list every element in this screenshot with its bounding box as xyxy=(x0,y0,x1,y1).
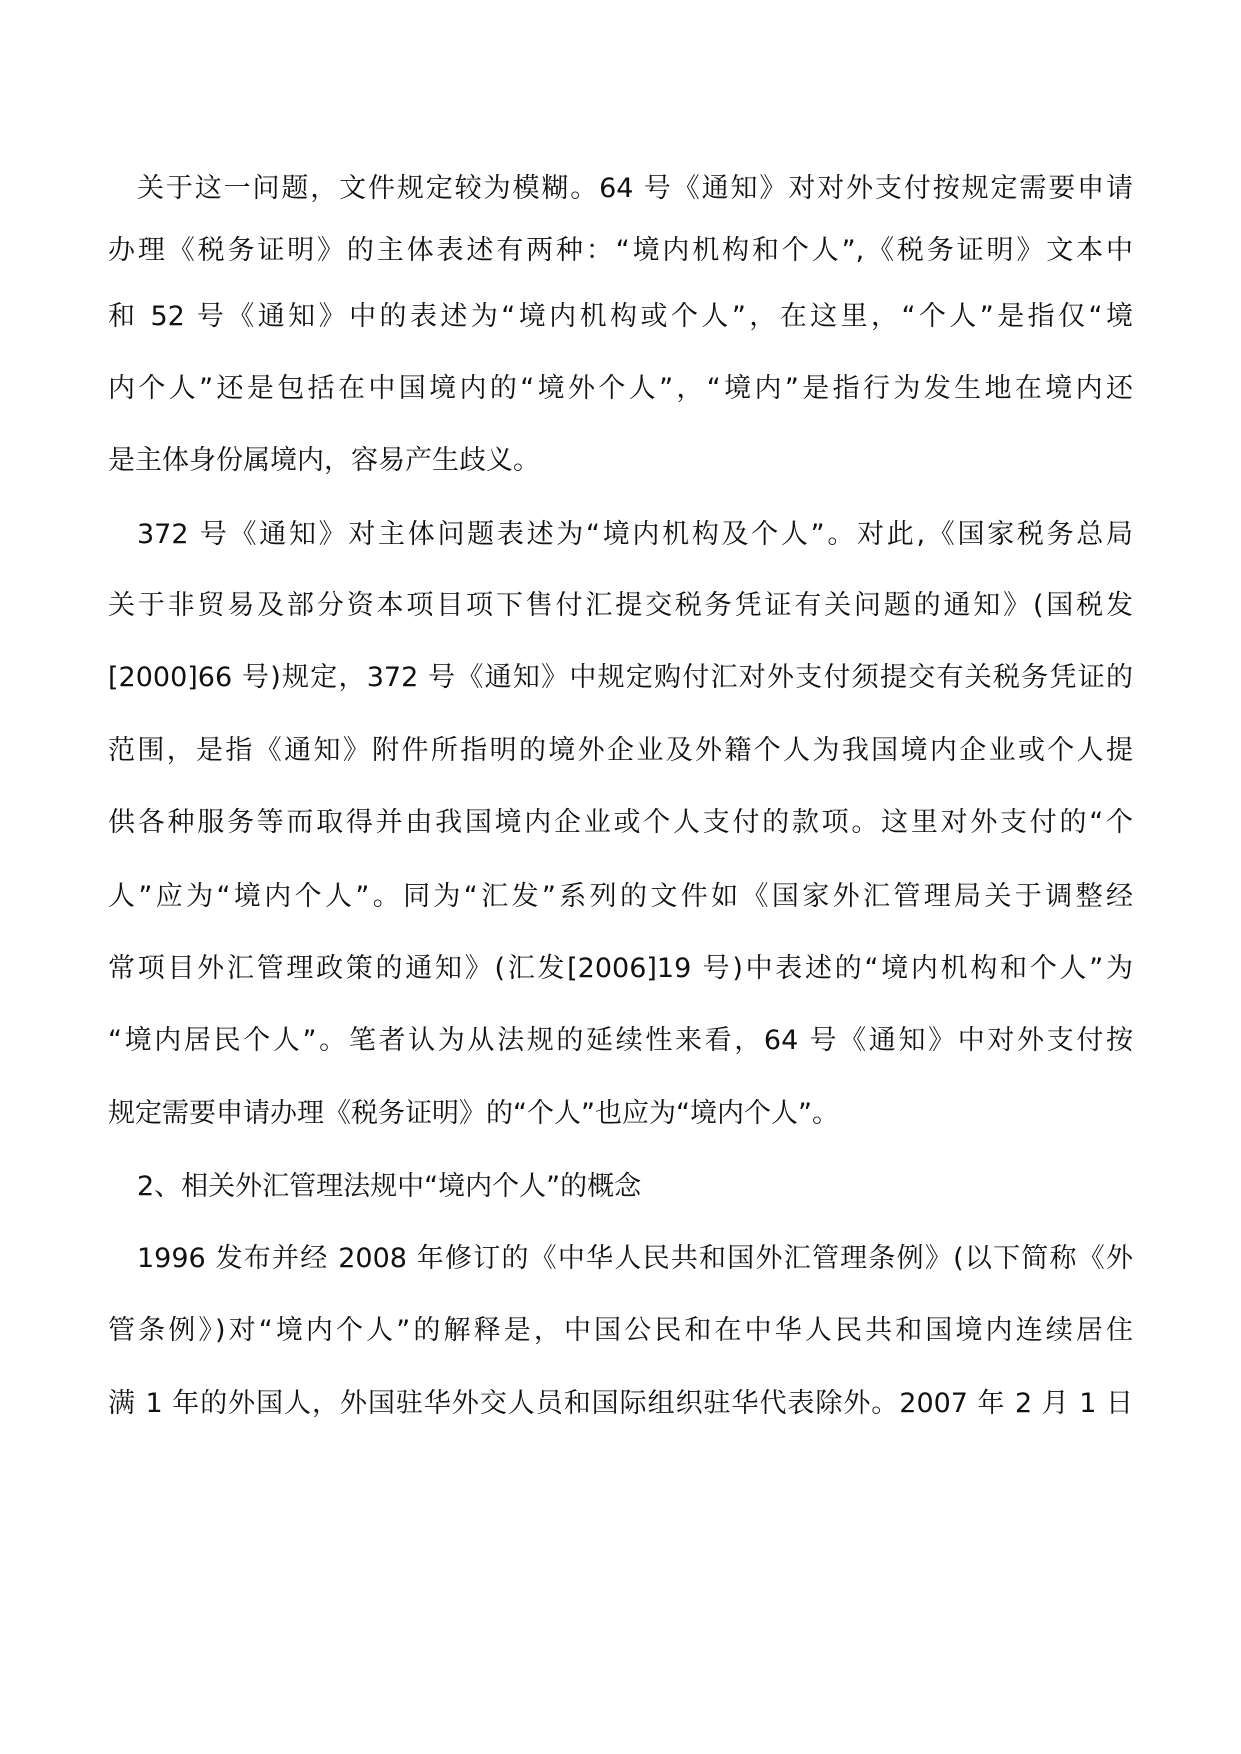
text-line: 常项目外汇管理政策的通知》(汇发[2006]19 号)中表述的“境内机构和个人”为 xyxy=(108,953,1133,984)
text-line: 人”应为“境内个人”。同为“汇发”系列的文件如《国家外汇管理局关于调整经 xyxy=(108,881,1133,912)
text-line: 1996 发布并经 2008 年修订的《中华人民共和国外汇管理条例》(以下简称《外 xyxy=(137,1243,1133,1274)
text-line: 范围，是指《通知》附件所指明的境外企业及外籍个人为我国境内企业或个人提 xyxy=(108,735,1133,766)
text-line: [2000]66 号)规定，372 号《通知》中规定购付汇对外支付须提交有关税务凭证的 xyxy=(108,662,1133,693)
text-line: 管条例》)对“境内个人”的解释是，中国公民和在中华人民共和国境内连续居住 xyxy=(108,1315,1133,1346)
text-line: 满 1 年的外国人，外国驻华外交人员和国际组织驻华代表除外。2007 年 2 月 1 日 xyxy=(108,1388,1133,1419)
section-heading: 2、相关外汇管理法规中“境内个人”的概念 xyxy=(137,1171,642,1202)
text-line: 372 号《通知》对主体问题表述为“境内机构及个人”。对此,《国家税务总局 xyxy=(137,519,1133,550)
text-line: “境内居民个人”。笔者认为从法规的延续性来看，64 号《通知》中对外支付按 xyxy=(108,1025,1133,1056)
text-line: 规定需要申请办理《税务证明》的“个人”也应为“境内个人”。 xyxy=(108,1098,839,1129)
text-line: 是主体身份属境内，容易产生歧义。 xyxy=(108,445,540,476)
text-line: 内个人”还是包括在中国境内的“境外个人”，“境内”是指行为发生地在境内还 xyxy=(108,373,1133,404)
text-line: 关于非贸易及部分资本项目项下售付汇提交税务凭证有关问题的通知》(国税发 xyxy=(108,590,1133,621)
text-line: 办理《税务证明》的主体表述有两种：“境内机构和个人”,《税务证明》文本中 xyxy=(108,235,1133,266)
text-line: 关于这一问题，文件规定较为模糊。64 号《通知》对对外支付按规定需要申请 xyxy=(137,173,1133,204)
text-line: 和 52 号《通知》中的表述为“境内机构或个人”，在这里，“个人”是指仅“境 xyxy=(108,301,1133,332)
text-line: 供各种服务等而取得并由我国境内企业或个人支付的款项。这里对外支付的“个 xyxy=(108,807,1133,838)
